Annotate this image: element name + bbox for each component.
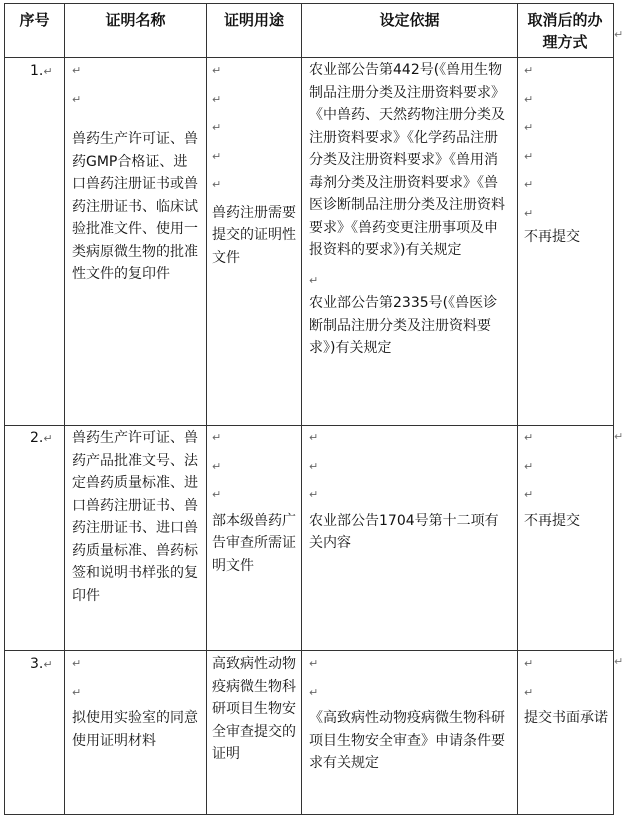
table-border-bottom [4,814,614,815]
row3-no: 3.↵ [30,656,53,672]
table-border-right [613,3,614,815]
column-divider-4 [517,3,518,815]
table-border-top [4,3,614,4]
row3-name-cell: ↵ ↵ 拟使用实验室的同意使用证明材料 [72,653,200,752]
row1-basis-2: 农业部公告第2335号(《兽医诊断制品注册分类及注册资料要求》)有关规定 [309,295,498,356]
row2-handling-cell: ↵ ↵ ↵ 不再提交 [524,427,610,532]
row-end-marker: ↵ [614,28,623,41]
row1-basis-cell: 农业部公告第442号(《兽用生物制品注册分类及注册资料要求》《中兽药、天然药物注册分类及注册资料要求》《化学药品注册分类及注册资料要求》《兽用消毒剂分类及注册资料要求》《兽医诊断制品注册分类及注册资料要求》《兽药变更注册事项及申报资料的要求》)有关规定 ↵ 农业部公告第2335号(《兽医诊断制品注册分类及注册资料要求》)有关规定 [309,59,511,360]
row3-use: 高致病性动物疫病微生物科研项目生物安全审查提交的证明 [212,656,296,762]
row2-use: 部本级兽药广告审查所需证明文件 [212,512,296,574]
row1-handling: 不再提交 [524,229,580,245]
table-border-left [4,3,5,815]
row1-name-cell: ↵ ↵ 兽药生产许可证、兽药GMP合格证、进口兽药注册证书或兽药注册证书、临床试验批准文件、使用一类病原微生物的批准性文件的复印件 [72,60,200,286]
row-divider-2 [4,650,614,651]
header-divider [4,57,614,58]
header-use: 证明用途 [223,11,284,29]
header-basis: 设定依据 [379,11,440,29]
column-divider-1 [64,3,65,815]
row1-name: 兽药生产许可证、兽药GMP合格证、进口兽药注册证书或兽药注册证书、临床试验批准文件、使用一类病原微生物的批准性文件的复印件 [72,131,198,282]
header-handling: 取消后的办理方式 [527,11,603,51]
row1-no: 1.↵ [30,63,53,79]
row1-use: 兽药注册需要提交的证明性文件 [212,204,296,266]
row1-basis-1: 农业部公告第442号(《兽用生物制品注册分类及注册资料要求》《中兽药、天然药物注册分类及注册资料要求》《化学药品注册分类及注册资料要求》《兽用消毒剂分类及注册资料要求》《兽医诊断制品注册分类及注册资料要求》《兽药变更注册事项及申报资料的要求》)有关规定 [309,62,505,258]
header-name: 证明名称 [105,11,166,29]
row2-basis: 农业部公告1704号第十二项有关内容 [309,512,499,551]
row3-handling: 提交书面承诺 [524,710,608,726]
row1-use-cell: ↵ ↵ ↵ ↵ ↵ 兽药注册需要提交的证明性文件 [212,60,298,269]
row1-handling-cell: ↵ ↵ ↵ ↵ ↵ ↵ 不再提交 [524,60,610,249]
column-divider-3 [301,3,302,815]
row2-no: 2.↵ [30,430,53,446]
row-end-marker: ↵ [614,430,623,443]
row-divider-1 [4,425,614,426]
header-no: 序号 [19,11,50,29]
row2-use-cell: ↵ ↵ ↵ 部本级兽药广告审查所需证明文件 [212,427,298,577]
row3-name: 拟使用实验室的同意使用证明材料 [72,710,198,749]
row2-basis-cell: ↵ ↵ ↵ 农业部公告1704号第十二项有关内容 [309,427,511,555]
row3-basis-cell: ↵ ↵ 《高致病性动物疫病微生物科研项目生物安全审查》申请条件要求有关规定 [309,653,511,775]
row3-basis: 《高致病性动物疫病微生物科研项目生物安全审查》申请条件要求有关规定 [309,710,505,771]
row-end-marker: ↵ [614,655,623,668]
column-divider-2 [206,3,207,815]
row2-name: 兽药生产许可证、兽药产品批准文号、法定兽药质量标准、进口兽药注册证书、兽药注册证书、进口兽药质量标准、兽药标签和说明书样张的复印件 [72,430,198,604]
row2-handling: 不再提交 [524,512,580,529]
row3-handling-cell: ↵ ↵ 提交书面承诺 [524,653,610,730]
